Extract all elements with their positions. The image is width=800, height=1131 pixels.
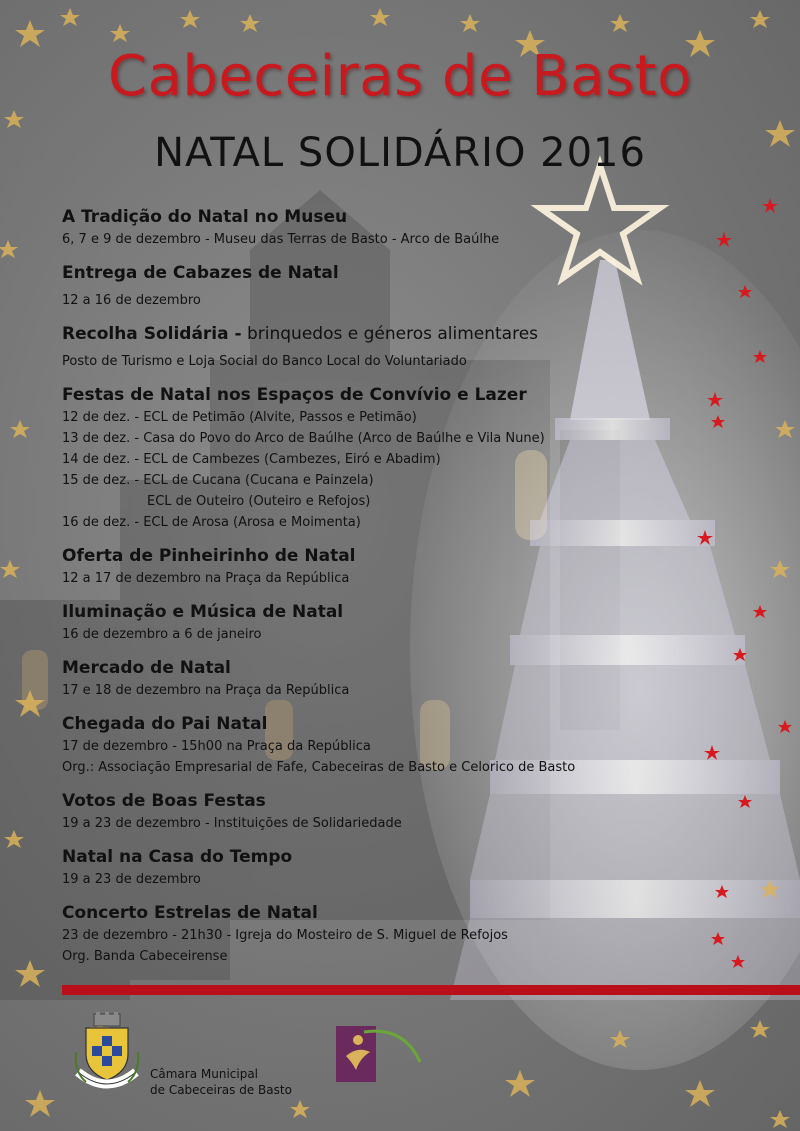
municipality-line-2: de Cabeceiras de Basto	[150, 1083, 292, 1097]
event-detail: Posto de Turismo e Loja Social do Banco Local do Voluntariado	[62, 354, 467, 369]
event-detail: Org. Banda Cabeceirense	[62, 949, 228, 964]
event-item	[62, 789, 622, 834]
event-heading: A Tradição do Natal no Museu	[62, 207, 348, 227]
event-heading: Natal na Casa do Tempo	[62, 847, 293, 867]
municipal-crest-logo	[72, 1012, 142, 1100]
event-detail: 16 de dez. - ECL de Arosa (Arosa e Moimenta)	[62, 515, 361, 530]
event-heading: Iluminação e Música de Natal	[62, 602, 344, 622]
event-detail: 16 de dezembro a 6 de janeiro	[62, 627, 262, 642]
event-detail: 14 de dez. - ECL de Cambezes (Cambezes, Eiró e Abadim)	[62, 452, 441, 467]
event-heading-rest: brinquedos e géneros alimentares	[241, 324, 539, 344]
event-item	[62, 712, 622, 778]
event-item	[62, 205, 622, 250]
event-heading: Mercado de Natal	[62, 658, 231, 678]
event-heading	[62, 322, 622, 346]
event-detail: 12 de dez. - ECL de Petimão (Alvite, Passos e Petimão)	[62, 410, 417, 425]
event-item	[62, 656, 622, 701]
event-detail: 12 a 17 de dezembro na Praça da República	[62, 571, 350, 586]
event-item	[62, 322, 622, 372]
event-title: NATAL SOLIDÁRIO 2016	[154, 130, 646, 176]
event-item	[62, 600, 622, 645]
event-heading: Chegada do Pai Natal	[62, 714, 268, 734]
event-detail: 15 de dez. - ECL de Cucana (Cucana e Painzela)	[62, 473, 374, 488]
event-detail: 19 a 23 de dezembro - Instituições de Solidariedade	[62, 816, 402, 831]
event-item	[62, 544, 622, 589]
event-detail: 13 de dez. - Casa do Povo do Arco de Baúlhe (Arco de Baúlhe e Vila Nune)	[62, 431, 545, 446]
municipality-name	[150, 1066, 292, 1098]
event-detail: 17 de dezembro - 15h00 na Praça da República	[62, 739, 371, 754]
basto-vida-logo	[334, 1022, 424, 1102]
event-detail: Org.: Associação Empresarial de Fafe, Cabeceiras de Basto e Celorico de Basto	[62, 760, 576, 775]
event-item	[62, 383, 622, 533]
event-detail: 6, 7 e 9 de dezembro - Museu das Terras de Basto - Arco de Baúlhe	[62, 232, 500, 247]
event-detail: 19 a 23 de dezembro	[62, 872, 201, 887]
event-heading: Votos de Boas Festas	[62, 791, 266, 811]
red-divider	[62, 985, 800, 995]
event-heading-bold: Recolha Solidária -	[62, 324, 242, 344]
event-heading: Oferta de Pinheirinho de Natal	[62, 546, 356, 566]
event-detail: 17 e 18 de dezembro na Praça da República	[62, 683, 350, 698]
event-detail: 23 de dezembro - 21h30 - Igreja do Mosteiro de S. Miguel de Refojos	[62, 928, 508, 943]
event-heading: Festas de Natal nos Espaços de Convívio e Lazer	[62, 385, 527, 405]
brand-title: Cabeceiras de Basto	[108, 44, 692, 109]
events-list	[62, 205, 622, 978]
event-detail: 12 a 16 de dezembro	[62, 293, 201, 308]
event-detail: ECL de Outeiro (Outeiro e Refojos)	[147, 494, 371, 509]
event-item	[62, 261, 622, 311]
event-item	[62, 845, 622, 890]
event-item	[62, 901, 622, 967]
event-heading: Concerto Estrelas de Natal	[62, 903, 318, 923]
municipality-line-1: Câmara Municipal	[150, 1067, 259, 1081]
event-heading: Entrega de Cabazes de Natal	[62, 263, 339, 283]
